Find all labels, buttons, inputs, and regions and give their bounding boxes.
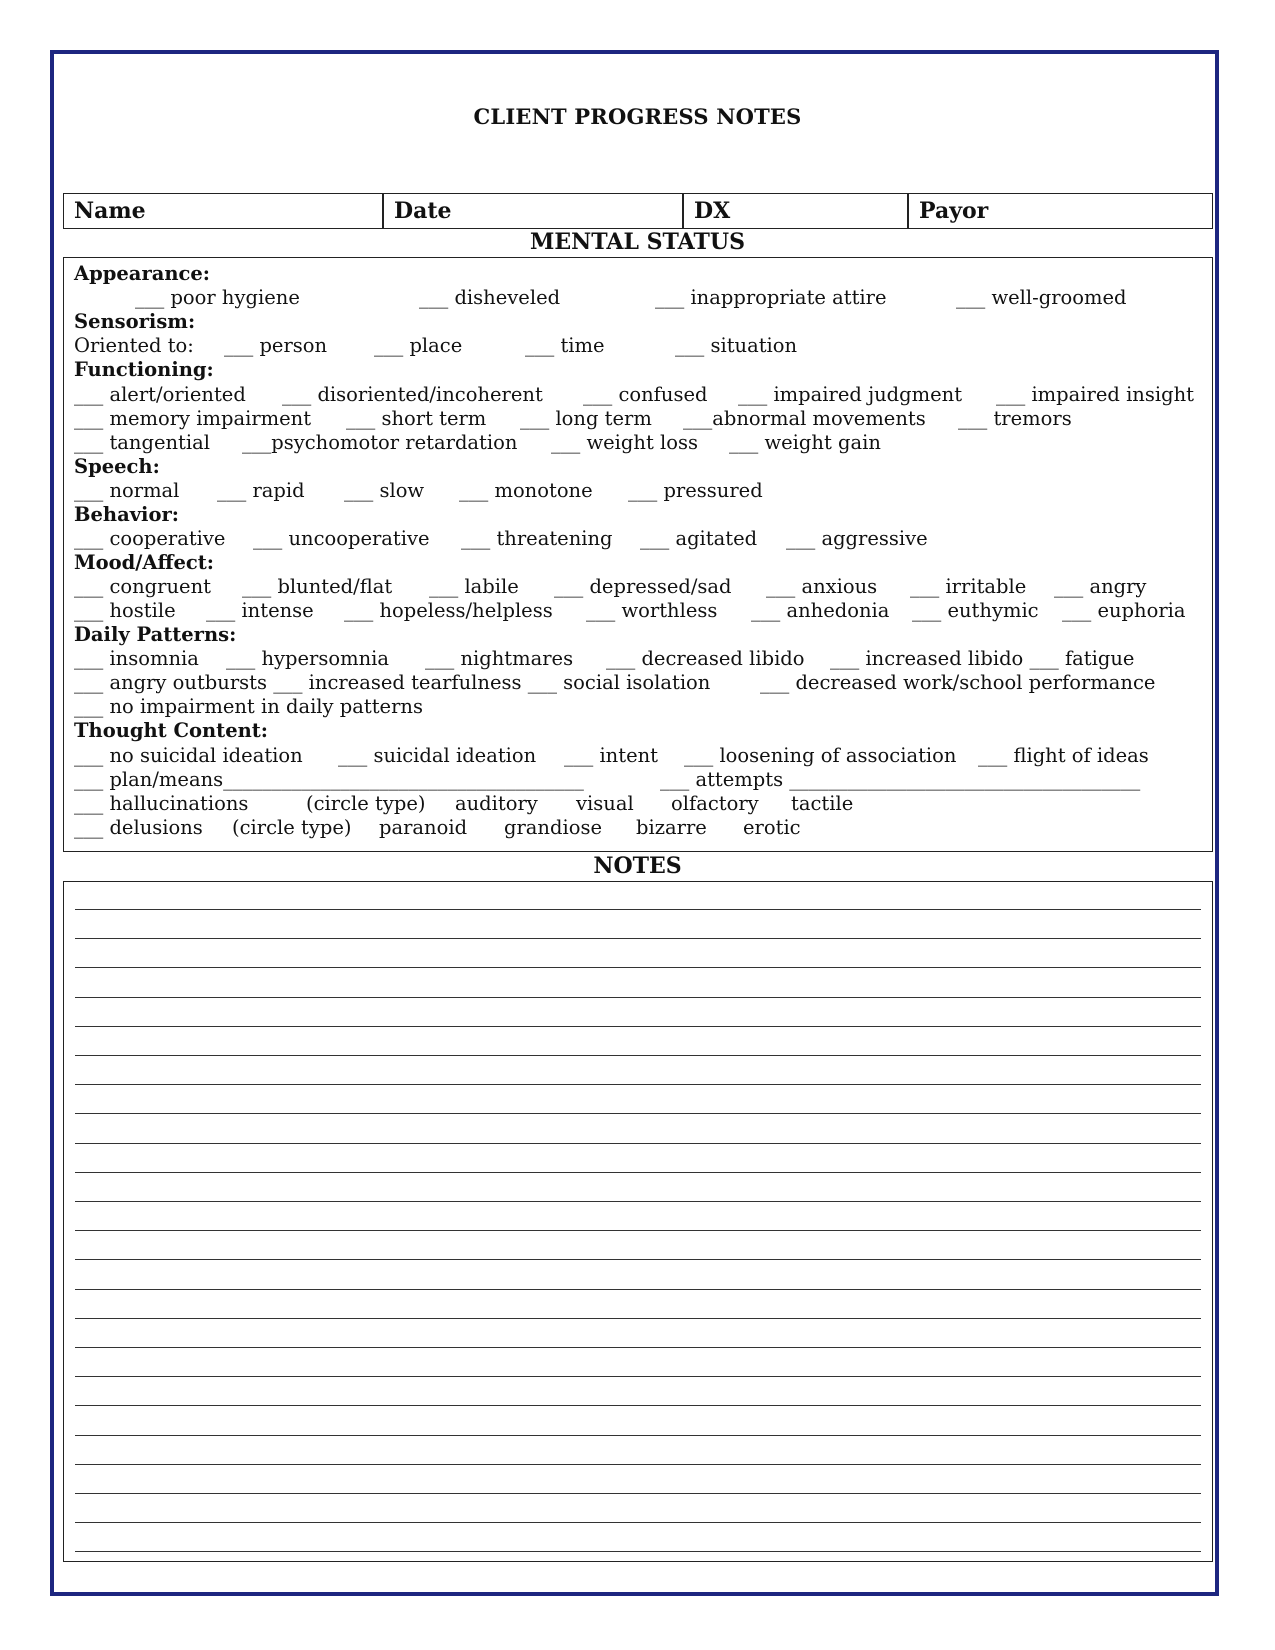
mood-heading: Mood/Affect:: [74, 551, 214, 574]
page-title: CLIENT PROGRESS NOTES: [473, 104, 802, 129]
note-line[interactable]: [75, 1113, 1201, 1114]
dx-field[interactable]: [682, 194, 907, 228]
circle-option[interactable]: olfactory: [671, 792, 759, 815]
speech-heading-row: [74, 454, 1206, 479]
checkbox-option[interactable]: ___ tremors: [958, 407, 1072, 430]
circle-option[interactable]: erotic: [743, 816, 801, 839]
checkbox-option[interactable]: ___ suicidal ideation: [338, 744, 537, 767]
circle-option[interactable]: bizarre: [636, 816, 707, 839]
checkbox-option[interactable]: ___ rapid: [217, 479, 305, 502]
daily-options-row-3: [74, 694, 1206, 719]
dx-label: DX: [694, 198, 731, 224]
checkbox-option[interactable]: ___ hostile: [74, 599, 176, 622]
thought-options-row-1: [74, 743, 1206, 768]
payor-field[interactable]: [907, 194, 1212, 228]
circle-option[interactable]: tactile: [791, 792, 854, 815]
checkbox-option[interactable]: ___ weight loss: [551, 431, 698, 454]
functioning-options-row-3: [74, 430, 1206, 455]
functioning-options-row-1: [74, 382, 1206, 407]
checkbox-option[interactable]: ___ situation: [675, 334, 798, 357]
circle-type-label: (circle type): [306, 792, 426, 815]
mood-options-row-2: [74, 598, 1206, 623]
checkbox-option[interactable]: ___ pressured: [628, 479, 763, 502]
attempts-field[interactable]: ___ attempts ____________________________________: [660, 768, 1141, 791]
checkbox-option[interactable]: ___ angry: [1054, 575, 1147, 598]
daily-options-row-1: [74, 646, 1206, 671]
behavior-options-row: [74, 526, 1206, 551]
note-line[interactable]: [75, 1493, 1201, 1494]
note-line[interactable]: [75, 1405, 1201, 1406]
checkbox-option[interactable]: ___ impaired judgment: [738, 383, 963, 406]
note-line[interactable]: [75, 1143, 1201, 1144]
date-field[interactable]: [382, 194, 682, 228]
note-line[interactable]: [75, 1201, 1201, 1202]
checkbox-option[interactable]: ___ tangential: [74, 431, 210, 454]
checkbox-option[interactable]: ___ alert/oriented: [74, 383, 246, 406]
thought-content-heading: Thought Content:: [74, 719, 268, 742]
functioning-heading-row: [74, 357, 1206, 382]
checkbox-option[interactable]: ___ uncooperative: [253, 527, 430, 550]
checkbox-option[interactable]: ___ long term: [520, 407, 652, 430]
checkbox-option[interactable]: ___ anhedonia: [751, 599, 890, 622]
note-line[interactable]: [75, 1289, 1201, 1290]
date-label: Date: [394, 198, 452, 224]
functioning-heading: Functioning:: [74, 358, 214, 381]
plan-means-field[interactable]: ___ plan/means_____________________________________: [74, 768, 584, 791]
notes-box[interactable]: [63, 881, 1213, 1562]
appearance-options-row: [74, 285, 1206, 310]
note-line[interactable]: [75, 1435, 1201, 1436]
appearance-heading-row: [74, 261, 1206, 286]
checkbox-option[interactable]: ___ normal: [74, 479, 180, 502]
daily-patterns-heading: Daily Patterns:: [74, 623, 237, 646]
checkbox-option[interactable]: ___ congruent: [74, 575, 211, 598]
checkbox-option[interactable]: ___ euphoria: [1062, 599, 1186, 622]
checkbox-option[interactable]: ___ confused: [583, 383, 708, 406]
behavior-heading-row: [74, 502, 1206, 527]
mood-heading-row: [74, 550, 1206, 575]
checkbox-option[interactable]: ___ delusions: [74, 816, 203, 839]
checkbox-option[interactable]: ___ cooperative: [74, 527, 226, 550]
checkbox-option[interactable]: ___ nightmares: [425, 647, 574, 670]
sensorism-heading: Sensorism:: [74, 310, 196, 333]
checkbox-option[interactable]: ___ disoriented/incoherent: [282, 383, 543, 406]
checkbox-option[interactable]: ___ agitated: [640, 527, 758, 550]
checkbox-option[interactable]: ___ insomnia: [74, 647, 199, 670]
checkbox-option[interactable]: ___ impaired insight: [996, 383, 1194, 406]
checkbox-option[interactable]: ___ hopeless/helpless: [344, 599, 553, 622]
checkbox-option[interactable]: ___ slow: [344, 479, 425, 502]
note-line[interactable]: [75, 1464, 1201, 1465]
circle-option[interactable]: visual: [576, 792, 634, 815]
client-header-table: [63, 193, 1213, 229]
checkbox-option[interactable]: ___ no suicidal ideation: [74, 744, 303, 767]
mental-status-box: [63, 257, 1213, 852]
checkbox-option[interactable]: ___ short term: [346, 407, 487, 430]
note-line[interactable]: [75, 1318, 1201, 1319]
checkbox-option[interactable]: ___ increased libido ___ fatigue: [830, 647, 1135, 670]
checkbox-option[interactable]: ___ memory impairment: [74, 407, 312, 430]
mood-options-row-1: [74, 574, 1206, 599]
circle-option[interactable]: grandiose: [504, 816, 602, 839]
circle-option[interactable]: paranoid: [379, 816, 468, 839]
checkbox-option[interactable]: ___ monotone: [459, 479, 593, 502]
checkbox-option[interactable]: ___ labile: [429, 575, 519, 598]
thought-heading-row: [74, 718, 1206, 743]
note-line[interactable]: [75, 909, 1201, 910]
checkbox-option[interactable]: ___ anxious: [766, 575, 878, 598]
note-line[interactable]: [75, 967, 1201, 968]
notes-title: NOTES: [593, 853, 682, 879]
checkbox-option[interactable]: ___ loosening of association: [684, 744, 957, 767]
oriented-to-label: Oriented to:: [74, 334, 194, 357]
checkbox-option[interactable]: ___ euthymic: [912, 599, 1039, 622]
mental-status-title: MENTAL STATUS: [530, 229, 745, 255]
checkbox-option[interactable]: ___ intent: [564, 744, 659, 767]
payor-label: Payor: [919, 198, 989, 224]
note-line[interactable]: [75, 938, 1201, 939]
note-line[interactable]: [75, 1172, 1201, 1173]
speech-options-row: [74, 478, 1206, 503]
behavior-heading: Behavior:: [74, 503, 179, 526]
checkbox-option[interactable]: ___ no impairment in daily patterns: [74, 695, 423, 718]
checkbox-option[interactable]: ___ hypersomnia: [226, 647, 390, 670]
checkbox-option[interactable]: ___ worthless: [586, 599, 718, 622]
checkbox-option[interactable]: ___ decreased work/school performance: [760, 671, 1156, 694]
checkbox-option[interactable]: ___abnormal movements: [683, 407, 926, 430]
speech-heading: Speech:: [74, 455, 160, 478]
thought-options-row-4: [74, 815, 1206, 840]
checkbox-option[interactable]: ___ place: [374, 334, 463, 357]
checkbox-option[interactable]: ___ intense: [206, 599, 314, 622]
daily-heading-row: [74, 622, 1206, 647]
daily-options-row-2: [74, 670, 1206, 695]
checkbox-option[interactable]: ___ angry outbursts ___ increased tearfulness ___ social isolation: [74, 671, 711, 694]
note-line[interactable]: [75, 1230, 1201, 1231]
checkbox-option[interactable]: ___ decreased libido: [606, 647, 805, 670]
checkbox-option[interactable]: ___ inappropriate attire: [655, 286, 887, 309]
thought-options-row-3: [74, 791, 1206, 816]
note-line[interactable]: [75, 997, 1201, 998]
note-line[interactable]: [75, 1259, 1201, 1260]
thought-options-row-2: [74, 767, 1206, 792]
note-line[interactable]: [75, 1084, 1201, 1085]
name-label: Name: [74, 198, 146, 224]
checkbox-option[interactable]: ___ aggressive: [786, 527, 928, 550]
note-line[interactable]: [75, 1347, 1201, 1348]
circle-option[interactable]: auditory: [455, 792, 538, 815]
note-line[interactable]: [75, 1376, 1201, 1377]
checkbox-option[interactable]: ___ flight of ideas: [978, 744, 1149, 767]
note-line[interactable]: [75, 1026, 1201, 1027]
checkbox-option[interactable]: ___ blunted/flat: [242, 575, 393, 598]
checkbox-option[interactable]: ___ well-groomed: [956, 286, 1127, 309]
functioning-options-row-2: [74, 406, 1206, 431]
checkbox-option[interactable]: ___ person: [224, 334, 328, 357]
checkbox-option[interactable]: ___ depressed/sad: [554, 575, 732, 598]
note-line[interactable]: [75, 1551, 1201, 1552]
checkbox-option[interactable]: ___ time: [525, 334, 605, 357]
sensorism-heading-row: [74, 309, 1206, 334]
note-line[interactable]: [75, 1522, 1201, 1523]
name-field[interactable]: [64, 194, 382, 228]
note-line[interactable]: [75, 1055, 1201, 1056]
circle-type-label: (circle type): [232, 816, 352, 839]
checkbox-option[interactable]: ___ weight gain: [729, 431, 881, 454]
appearance-heading: Appearance:: [74, 262, 211, 285]
sensorism-options-row: [74, 333, 1206, 358]
checkbox-option[interactable]: ___ poor hygiene: [135, 286, 300, 309]
checkbox-option[interactable]: ___ hallucinations: [74, 792, 249, 815]
checkbox-option[interactable]: ___ threatening: [461, 527, 613, 550]
checkbox-option[interactable]: ___psychomotor retardation: [242, 431, 518, 454]
checkbox-option[interactable]: ___ irritable: [910, 575, 1027, 598]
checkbox-option[interactable]: ___ disheveled: [419, 286, 561, 309]
